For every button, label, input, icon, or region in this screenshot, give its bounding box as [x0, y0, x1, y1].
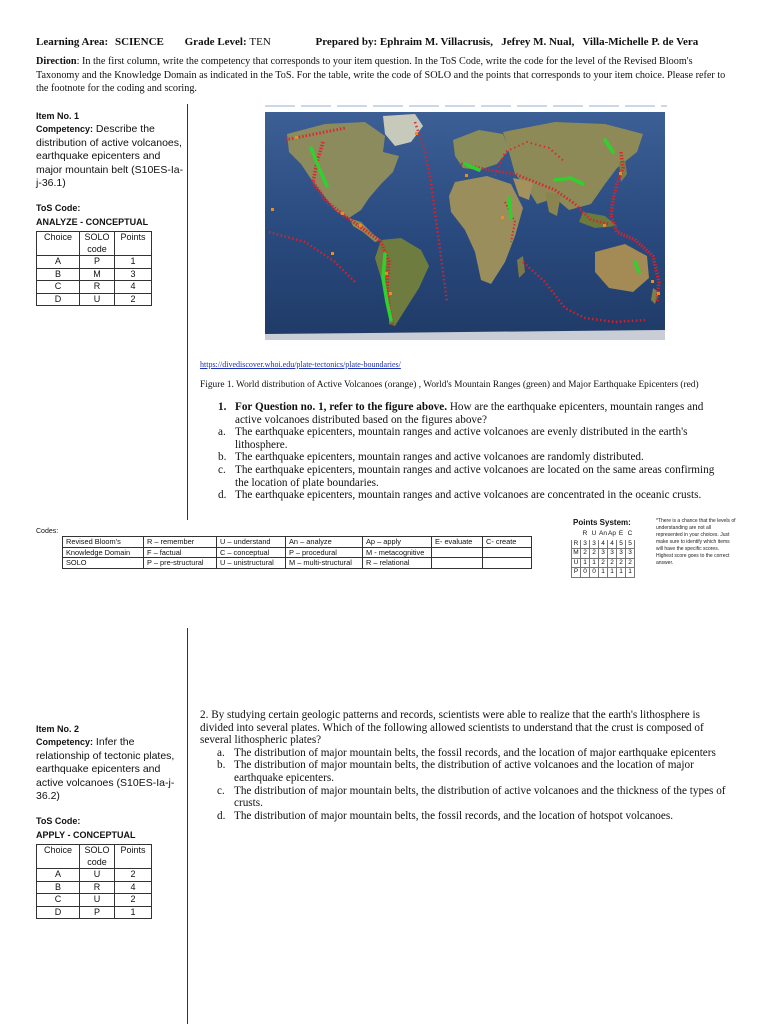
table-cell: R	[80, 881, 115, 894]
question-1-text: How are the earthquake epicenters, mountain ranges and active volcanoes distributed based on the figures above?	[235, 401, 704, 426]
option-c	[218, 464, 730, 489]
option-text: The earthquake epicenters, mountain ranges and active volcanoes are concentrated in the oceanic crusts.	[235, 489, 702, 502]
table-cell: 5	[626, 539, 635, 549]
table-cell: 1	[626, 568, 635, 578]
table-cell: D	[37, 293, 80, 306]
table-header: Choice	[37, 232, 80, 256]
table-cell: R	[80, 281, 115, 294]
question-2-stem: 2. By studying certain geologic patterns and records, scientists were able to realize that the earth's lithosphere is divided into several plates. Which of the following allowed scientists to understand that the crust is composed of several lithospheric plates?	[200, 709, 704, 747]
direction-label: Direction	[36, 56, 77, 67]
question-1-number: 1.	[218, 401, 227, 413]
table-cell: C- create	[483, 537, 532, 548]
table-cell: R – remember	[144, 537, 217, 548]
table-cell: E	[618, 530, 624, 537]
option-text: The distribution of major mountain belts, the distribution of active volcanoes and the thickness of the types of crusts.	[234, 784, 726, 810]
table-cell	[572, 530, 581, 540]
item-1-block	[36, 110, 186, 306]
table-cell: C	[37, 894, 80, 907]
competency-label: Competency:	[36, 737, 94, 748]
table-cell: 3	[590, 539, 599, 549]
table-cell	[432, 558, 483, 569]
table-cell: P	[80, 256, 115, 269]
table-header: Choice	[37, 845, 80, 869]
table-row	[37, 881, 152, 894]
table-cell: 2	[115, 293, 152, 306]
item-2-competency	[36, 736, 186, 803]
question-1-options	[218, 426, 730, 502]
direction-paragraph	[36, 55, 736, 96]
item-1-competency	[36, 123, 186, 190]
table-row	[37, 256, 152, 269]
table-cell: C	[627, 530, 633, 537]
tos-code: ANALYZE - CONCEPTUAL	[36, 216, 149, 227]
table-cell: 3	[608, 549, 617, 559]
world-map-image	[265, 112, 665, 340]
option-b	[218, 451, 730, 464]
competency-text: Describe the distribution of active volcanoes, earthquake epicenters and major mountain belt (S10ES-Ia-j-36.1)	[36, 123, 184, 190]
table-row	[572, 530, 635, 540]
option-c	[217, 785, 736, 810]
table-row	[37, 281, 152, 294]
table-cell: Ap	[608, 530, 616, 537]
option-text: The earthquake epicenters, mountain ranges and active volcanoes are located on the same areas confirming the location of plate boundaries.	[235, 463, 715, 489]
option-a	[217, 747, 736, 760]
option-letter: d.	[217, 809, 226, 822]
table-cell: 3	[599, 549, 608, 559]
table-cell: 0	[581, 568, 590, 578]
tos-code: APPLY - CONCEPTUAL	[36, 829, 136, 840]
table-cell: F – factual	[144, 547, 217, 558]
table-row	[572, 539, 635, 549]
table-cell: P	[572, 568, 581, 578]
table-row	[63, 547, 532, 558]
table-cell: C – conceptual	[217, 547, 286, 558]
column-divider-1	[187, 104, 188, 520]
learning-area-label: Learning Area:	[36, 36, 109, 48]
table-cell: 3	[115, 268, 152, 281]
option-text: The earthquake epicenters, mountain ranges and active volcanoes are evenly distributed in the earth's lithosphere.	[235, 426, 688, 451]
table-cell: Revised Bloom's	[63, 537, 144, 548]
table-cell: U	[591, 530, 597, 537]
table-cell: 1	[617, 568, 626, 578]
table-cell: 2	[626, 558, 635, 568]
table-cell: 2	[115, 894, 152, 907]
table-cell	[483, 558, 532, 569]
figure-source-link[interactable]: https://divediscover.whoi.edu/plate-tectonics/plate-boundaries/	[200, 360, 401, 369]
prepared-by-value: Ephraim M. Villacrusis, Jefrey M. Nual, Villa-Michelle P. de Vera	[379, 36, 699, 48]
table-cell: 3	[626, 549, 635, 559]
table-cell: 0	[590, 568, 599, 578]
table-header: SOLO code	[80, 232, 115, 256]
figure-1-caption: Figure 1. World distribution of Active Volcanoes (orange) , World's Mountain Ranges (green) and Major Earthquake Epicenters (red)	[200, 380, 699, 390]
table-cell: P – procedural	[286, 547, 363, 558]
tos-label: ToS Code:	[36, 203, 81, 214]
table-cell: 4	[115, 881, 152, 894]
question-1-lead: For Question no. 1, refer to the figure above.	[235, 401, 448, 413]
option-a	[218, 426, 730, 451]
table-row	[572, 549, 635, 559]
table-cell: Knowledge Domain	[63, 547, 144, 558]
grade-level-value: TEN	[249, 36, 271, 48]
option-b	[217, 759, 736, 784]
option-text: The earthquake epicenters, mountain ranges and active volcanoes are randomly distributed.	[235, 451, 644, 464]
competency-label: Competency:	[36, 124, 94, 135]
table-row	[63, 558, 532, 569]
tos-label: ToS Code:	[36, 816, 81, 827]
table-cell: An	[599, 530, 607, 537]
table-cell: 2	[599, 558, 608, 568]
option-letter: c.	[217, 784, 225, 797]
table-cell: U – understand	[217, 537, 286, 548]
table-cell: 4	[115, 281, 152, 294]
table-row	[37, 293, 152, 306]
table-cell: 2	[617, 558, 626, 568]
table-cell: M	[80, 268, 115, 281]
table-cell: 4	[608, 539, 617, 549]
table-cell: B	[37, 268, 80, 281]
table-cell: M	[573, 549, 579, 556]
grade-level-label: Grade Level:	[184, 36, 247, 48]
column-divider-2	[187, 628, 188, 1024]
table-cell: 2	[590, 549, 599, 559]
table-header: Points	[115, 845, 152, 869]
table-cell: E- evaluate	[432, 537, 483, 548]
option-letter: b.	[217, 759, 226, 772]
table-cell: SOLO	[63, 558, 144, 569]
table-cell: U	[80, 293, 115, 306]
table-cell: R	[572, 539, 581, 549]
table-cell: P	[80, 906, 115, 919]
table-cell: B	[37, 881, 80, 894]
item-2-number: Item No. 2	[36, 724, 80, 734]
table-cell: 1	[115, 256, 152, 269]
item-1-choice-table	[36, 231, 152, 306]
table-cell: A	[37, 869, 80, 882]
table-cell: 1	[590, 558, 599, 568]
question-1-stem	[235, 401, 730, 426]
table-cell: 5	[617, 539, 626, 549]
table-cell: 4	[599, 539, 608, 549]
table-row	[572, 558, 635, 568]
table-cell: 1	[608, 568, 617, 578]
question-1	[218, 401, 730, 502]
table-row	[63, 537, 532, 548]
table-cell: U	[572, 558, 581, 568]
table-cell: D	[37, 906, 80, 919]
option-text: The distribution of major mountain belts, the distribution of active volcanoes and the location of major earthquake epicenters.	[234, 759, 694, 784]
map-top-dashes	[265, 104, 667, 108]
table-cell: 2	[608, 558, 617, 568]
option-letter: d.	[218, 489, 227, 502]
table-cell: U	[80, 894, 115, 907]
points-system-title: Points System:	[573, 518, 631, 527]
table-row	[572, 568, 635, 578]
table-cell: C	[37, 281, 80, 294]
table-cell: Ap – apply	[363, 537, 432, 548]
question-2	[200, 709, 736, 822]
item-1-number: Item No. 1	[36, 111, 80, 121]
item-2-block	[36, 723, 186, 919]
points-system-table	[571, 529, 635, 578]
codes-table	[62, 536, 532, 569]
table-cell: 1	[599, 568, 608, 578]
table-cell: A	[37, 256, 80, 269]
option-text: The distribution of major mountain belts, the fossil records, and the location of major earthquake epicenters	[234, 746, 716, 759]
table-cell: 1	[581, 558, 590, 568]
table-cell: M – multi-structural	[286, 558, 363, 569]
table-cell: U – unistructural	[217, 558, 286, 569]
table-header: Points	[115, 232, 152, 256]
question-2-options	[217, 747, 736, 823]
option-d	[217, 810, 736, 823]
table-cell: 3	[617, 549, 626, 559]
direction-text: : In the first column, write the competency that corresponds to your item question. In the ToS Code, write the code for the level of the Revised Bloom's Taxonomy and the Knowledge Domain as indicated in the ToS. For the table, write the code of SOLO and the points that corresponds to your item choice. Please refer to the footnote for the coding and scoring.	[36, 56, 726, 94]
document-header	[36, 36, 698, 48]
table-cell: An – analyze	[286, 537, 363, 548]
option-letter: b.	[218, 451, 227, 464]
table-cell: U	[80, 869, 115, 882]
learning-area-value: SCIENCE	[114, 36, 164, 48]
table-cell	[432, 547, 483, 558]
option-letter: a.	[217, 746, 225, 759]
table-header: SOLO code	[80, 845, 115, 869]
option-letter: a.	[218, 426, 226, 439]
prepared-by-label: Prepared by:	[315, 36, 378, 48]
codes-label: Codes:	[36, 528, 59, 535]
table-row	[37, 268, 152, 281]
table-cell: 3	[581, 539, 590, 549]
table-cell: 1	[115, 906, 152, 919]
table-cell: R	[582, 530, 588, 537]
table-cell: R – relational	[363, 558, 432, 569]
table-cell: P – pre-structural	[144, 558, 217, 569]
table-row	[37, 906, 152, 919]
table-cell: 2	[581, 549, 590, 559]
points-system-note: *There is a chance that the levels of understanding are not all represented in your choices. Just make sure to identify which items will have the specific scores. Highest score goes to the correct answer.	[656, 518, 736, 566]
option-text: The distribution of major mountain belts, the fossil records, and the location of hotspot volcanoes.	[234, 809, 674, 822]
table-cell	[483, 547, 532, 558]
option-letter: c.	[218, 463, 226, 476]
item-2-choice-table	[36, 844, 152, 919]
table-cell: M - metacognitive	[363, 547, 432, 558]
world-map-figure	[265, 112, 665, 340]
option-d	[218, 489, 730, 502]
table-row	[37, 894, 152, 907]
table-row	[37, 869, 152, 882]
table-cell: 2	[115, 869, 152, 882]
competency-text: Infer the relationship of tectonic plates, earthquake epicenters and active volcanoes (S10ES-Ia-j-36.2)	[36, 736, 175, 803]
